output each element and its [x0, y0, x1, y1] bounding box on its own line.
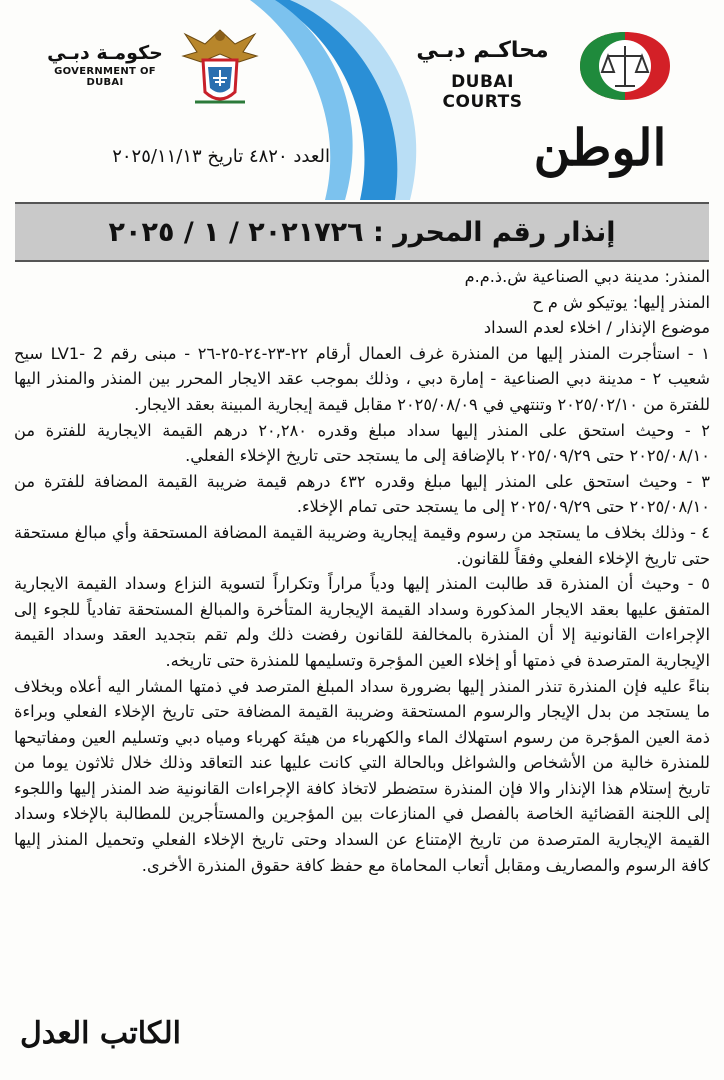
clause-3: ٣ - وحيث استحق على المنذر إليها مبلغ وقدره ٤٣٢ درهم قيمة ضريبة القيمة المضافة للفترة من ٢٠٢٥/٠٨/١٠ حتى ٢٠٢٥/٠٩/٢٩ إلى ما يستجد حتى تمام الإخلاء. — [14, 471, 710, 517]
notice-body — [14, 264, 710, 878]
conclusion-paragraph: بناءً عليه فإن المنذرة تنذر المنذر إليها بضرورة سداد المبلغ المترصد في ذمتها المشار اليه أعلاه وبخلاف ما يستجد من بدل الإيجار والرسوم المستحقة وضريبة القيمة المضافة حتى تاريخ الإخلاء الفعلي وبراءة ذمة العين المؤجرة من رسوم استهلاك الماء والكهرباء من هيئة كهرباء ومياه دبي وتسليم العين ومفاتيحها للمنذرة خالية من الأشخاص والشواغل وبالحالة التي كانت عليها عند التعاقد وذلك خلال ثلاثون يوما من تاريخ إستلام هذا الإنذار والا فإن المنذرة ستضطر لاتخاذ كافة الإجراءات القانونية ضد المنذر إليها واللجوء إلى اللجنة القضائية الخاصة بالفصل في المنازعات بين المؤجرين والمستأجرين للمطالبة بالإخلاء وسداد القيمة الإيجارية المترصدة من تاريخ الإمتناع عن السداد وحتى تاريخ الإخلاء الفعلي وتحميل المنذر إليها كافة الرسوم والمصاريف ومقابل أتعاب المحاماة مع حفظ كافة حقوق المنذرة الأخرى. — [14, 676, 710, 875]
notice-title: إنذار رقم المحرر : ٢٠٢١٧٢٦ / ١ / ٢٠٢٥ — [108, 216, 616, 248]
dubai-emblem-icon — [175, 22, 265, 112]
newspaper-masthead: الوطن — [533, 118, 667, 177]
notice-title-bar — [15, 202, 709, 262]
clause-5: ٥ - وحيث أن المنذرة قد طالبت المنذر إليها ودياً مراراً وتكراراً لتسوية النزاع وسداد القيمة الايجارية المتفق عليها بعقد الايجار المذكورة وسداد القيمة الإيجارية المتأخرة والمبالغ المستحقة تفادياً للجوء إلى الإجراءات القانونية إلا أن المنذرة بالمخالفة للقانون رفضت ذلك ولم تقم بتجديد العقد وسداد القيمة الإيجارية المترصدة في ذمتها أو إخلاء العين المؤجرة وتسليمها للمنذرة حتى تاريخه. — [14, 574, 710, 670]
header — [0, 0, 724, 200]
government-of-dubai-logo — [35, 28, 175, 98]
scales-of-justice-icon — [560, 26, 690, 106]
clause-1: ١ - استأجرت المنذر إليها من المنذرة غرف العمال أرقام ٢٢-٢٣-٢٤-٢٥-٢٦ - مبنى رقم 2 -LV1 سيح شعيب ٢ - مدينة دبي الصناعية - إمارة دبي ، وذلك بموجب عقد الايجار المحرر بين المنذر والمنذر اليها للفترة من ٢٠٢٥/٠٢/١٠ وتنتهي في ٢٠٢٥/٠٨/٠٩ مقابل قيمة إيجارية المبينة بعقد الايجار. — [14, 343, 710, 414]
clause-2: ٢ - وحيث استحق على المنذر إليها سداد مبلغ وقدره ٢٠,٢٨٠ درهم القيمة الايجارية للفترة من ٢٠٢٥/٠٨/١٠ حتى ٢٠٢٥/٠٩/٢٩ بالإضافة إلى ما يستجد حتى تاريخ الإخلاء الفعلي. — [14, 420, 710, 466]
issue-number-date: العدد ٤٨٢٠ تاريخ ٢٠٢٥/١١/١٣ — [112, 146, 330, 167]
courts-name-english: DUBAI COURTS — [442, 72, 523, 112]
dubai-courts-logo — [410, 28, 710, 112]
government-name-arabic: حكومـة دبـي — [47, 42, 163, 64]
government-name-english: GOVERNMENT OF DUBAI — [54, 66, 156, 88]
notary-signature: الكاتب العدل — [20, 1016, 181, 1051]
notifier-line: المنذر: مدينة دبي الصناعية ش.ذ.م.م — [464, 267, 710, 286]
clause-4: ٤ - وذلك بخلاف ما يستجد من رسوم وقيمة إيجارية وضريبة القيمة المضافة المستحقة وأي مبالغ مستحقة حتى تاريخ الإخلاء الفعلي وفقاً للقانون. — [14, 522, 710, 568]
notified-party-line: المنذر إليها: يوتيكو ش م ح — [532, 292, 710, 312]
notice-subject-line: موضوع الإنذار / اخلاء لعدم السداد — [483, 318, 710, 338]
courts-name-arabic: محاكـم دبـي — [416, 38, 549, 63]
